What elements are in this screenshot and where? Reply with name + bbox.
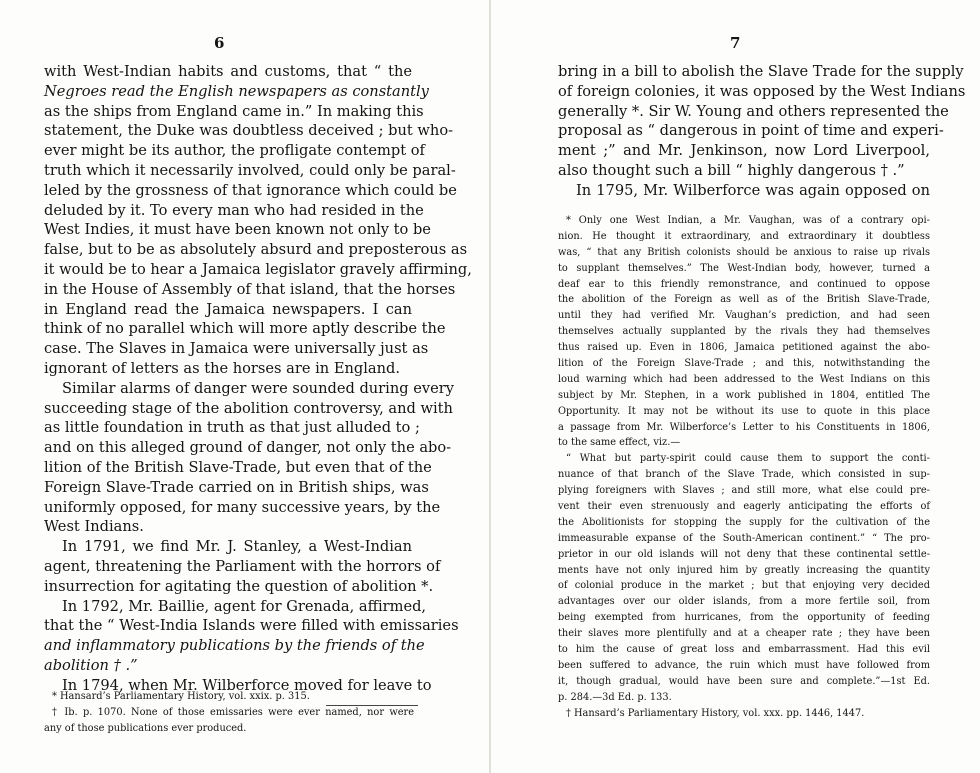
- footnote-line: of colonial produce in the market ; but that enjoying very decided: [558, 580, 930, 592]
- footnote-line: nuance of that branch of the Slave Trade, which consisted in sup-: [558, 469, 930, 481]
- text-line: and on this alleged ground of danger, not only the abo-: [44, 439, 452, 457]
- text-line: agent, threatening the Parliament with the horrors of: [44, 557, 441, 575]
- footnote-line: until they had verified Mr. Vaughan’s prediction, and had seen: [558, 310, 930, 322]
- footnote-line: ments have not only injured him by greatly increasing the quantity: [558, 564, 930, 576]
- text-line: case. The Slaves in Jamaica were universally just as: [44, 340, 429, 358]
- right-page: [491, 0, 980, 773]
- text-line: ment ;” and Mr. Jenkinson, now Lord Liverpool,: [558, 142, 930, 160]
- text-line: insurrection for agitating the question of abolition *.: [44, 577, 434, 595]
- footnote-line: immeasurable expanse of the South-American continent.” “ The pro-: [558, 532, 930, 544]
- footnote-line: vent their even strenuously and eagerly anticipating the efforts of: [558, 501, 930, 513]
- text-line: Negroes read the English newspapers as constantly: [44, 82, 429, 100]
- text-line: In 1792, Mr. Baillie, agent for Grenada, affirmed,: [62, 597, 427, 615]
- footnote-line: themselves actually supplanted by the rivals they had themselves: [558, 326, 930, 338]
- footnote-line: the Abolitionists for stopping the supply for the cultivation of the: [558, 516, 930, 528]
- text-line: West Indians.: [44, 518, 144, 536]
- footnote-line: to the same effect, viz.—: [558, 437, 681, 449]
- footnote-line: loud warning which had been addressed to the West Indians on this: [558, 373, 930, 385]
- text-line: abolition † .”: [44, 656, 138, 674]
- text-line: lition of the British Slave-Trade, but even that of the: [44, 458, 432, 476]
- footnote-line: was, “ that any British colonists should be anxious to raise up rivals: [558, 246, 930, 258]
- footnote-line: it, though gradual, would have been sure and complete.”—1st Ed.: [558, 675, 930, 687]
- footnote-line: a passage from Mr. Wilberforce’s Letter to his Constituents in 1806,: [558, 421, 930, 433]
- footnote-line: thus raised up. Even in 1806, Jamaica petitioned against the abo-: [558, 342, 930, 354]
- text-line: ignorant of letters as the horses are in England.: [44, 359, 400, 377]
- text-line: think of no parallel which will more aptly describe the: [44, 320, 446, 338]
- footnote-line: their slaves more plentifully and at a cheaper rate ; they have been: [558, 628, 930, 640]
- page-number: 6: [214, 34, 225, 52]
- footnotes: [558, 213, 930, 722]
- text-line: that the “ West-India Islands were filled with emissaries: [44, 617, 459, 635]
- text-line: as the ships from England came in.” In making this: [44, 102, 424, 120]
- footnote-line: subject by Mr. Stephen, in a work published in 1804, entitled The: [558, 389, 930, 401]
- text-line: truth which it necessarily involved, could only be paral-: [44, 161, 456, 179]
- footnote-line: to him the cause of great loss and embarrassment. Had this evil: [558, 644, 930, 656]
- text-line: proposal as “ dangerous in point of time and experi-: [558, 122, 944, 140]
- text-line: In 1791, we find Mr. J. Stanley, a West-Indian: [62, 538, 412, 556]
- footnote-line: the abolition of the Foreign as well as of the British Slave-Trade,: [558, 294, 930, 306]
- body-text: [558, 62, 966, 201]
- footnote-line: prietor in our old islands will not deny that these continental settle-: [558, 548, 930, 560]
- text-line: as little foundation in truth as that just alluded to ;: [44, 419, 420, 437]
- text-line: Similar alarms of danger were sounded during every: [62, 379, 454, 397]
- text-line: deluded by it. To every man who had resided in the: [44, 201, 424, 219]
- footnote-line: being exempted from hurricanes, from the opportunity of feeding: [558, 612, 930, 624]
- footnote-line: to supplant themselves.” The West-Indian body, however, turned a: [558, 262, 930, 274]
- text-line: uniformly opposed, for many successive years, by the: [44, 498, 441, 516]
- text-line: with West-Indian habits and customs, that “ the: [44, 63, 412, 80]
- footnote-line: advantages over our older islands, from a more fertile soil, from: [558, 596, 930, 608]
- footnotes: [44, 689, 414, 737]
- body-text: [44, 62, 472, 696]
- footnote-line: † Ib. p. 1070. None of those emissaries were ever named, nor were: [52, 706, 414, 718]
- footnote-line: lition of the Foreign Slave-Trade ; and this, notwithstanding the: [558, 358, 930, 370]
- text-line: also thought such a bill “ highly dangerous † .”: [558, 161, 905, 179]
- footnote-line: any of those publications ever produced.: [44, 722, 247, 734]
- text-line: and inflammatory publications by the friends of the: [44, 637, 425, 655]
- footnote-line: * Only one West Indian, a Mr. Vaughan, was of a contrary opi-: [566, 215, 930, 226]
- page-number: 7: [730, 34, 741, 52]
- text-line: In 1794, when Mr. Wilberforce moved for leave to: [62, 676, 432, 694]
- footnote-line: plying foreigners with Slaves ; and still more, what else could pre-: [558, 485, 930, 497]
- text-line: Foreign Slave-Trade carried on in British ships, was: [44, 478, 429, 496]
- text-line: leled by the grossness of that ignorance which could be: [44, 181, 457, 199]
- footnote-line: † Hansard’s Parliamentary History, vol. xxx. pp. 1446, 1447.: [566, 707, 865, 719]
- text-line: bring in a bill to abolish the Slave Trade for the supply: [558, 63, 964, 80]
- footnote-line: nion. He thought it extraordinary, and extraordinary it doubtless: [558, 230, 930, 242]
- text-line: statement, the Duke was doubtless deceived ; but who-: [44, 122, 454, 140]
- text-line: West Indies, it must have been known not only to be: [44, 221, 431, 239]
- left-page: [0, 0, 489, 773]
- text-line: in the House of Assembly of that island, that the horses: [44, 280, 456, 298]
- footnote-line: been suffered to advance, the ruin which must have followed from: [558, 659, 930, 671]
- text-line: in England read the Jamaica newspapers. I can: [44, 300, 412, 318]
- footnote-line: Opportunity. It may not be without its use to quote in this place: [558, 405, 930, 417]
- text-line: of foreign colonies, it was opposed by the West Indians: [558, 82, 966, 100]
- text-line: false, but to be as absolutely absurd and preposterous as: [44, 241, 468, 259]
- text-line: generally *. Sir W. Young and others represented the: [558, 102, 949, 120]
- text-line: succeeding stage of the abolition controversy, and with: [44, 399, 453, 417]
- footnote-line: * Hansard’s Parliamentary History, vol. xxix. p. 315.: [52, 691, 310, 702]
- text-line: it would be to hear a Jamaica legislator gravely affirming,: [44, 260, 472, 278]
- footnote-line: deaf ear to this friendly remonstrance, and continued to oppose: [558, 278, 930, 290]
- footnote-line: p. 284.—3d Ed. p. 133.: [558, 691, 672, 703]
- footnote-line: “ What but party-spirit could cause them to support the conti-: [566, 453, 930, 465]
- text-line: In 1795, Mr. Wilberforce was again opposed on: [576, 181, 930, 199]
- text-line: ever might be its author, the profligate contempt of: [44, 142, 425, 160]
